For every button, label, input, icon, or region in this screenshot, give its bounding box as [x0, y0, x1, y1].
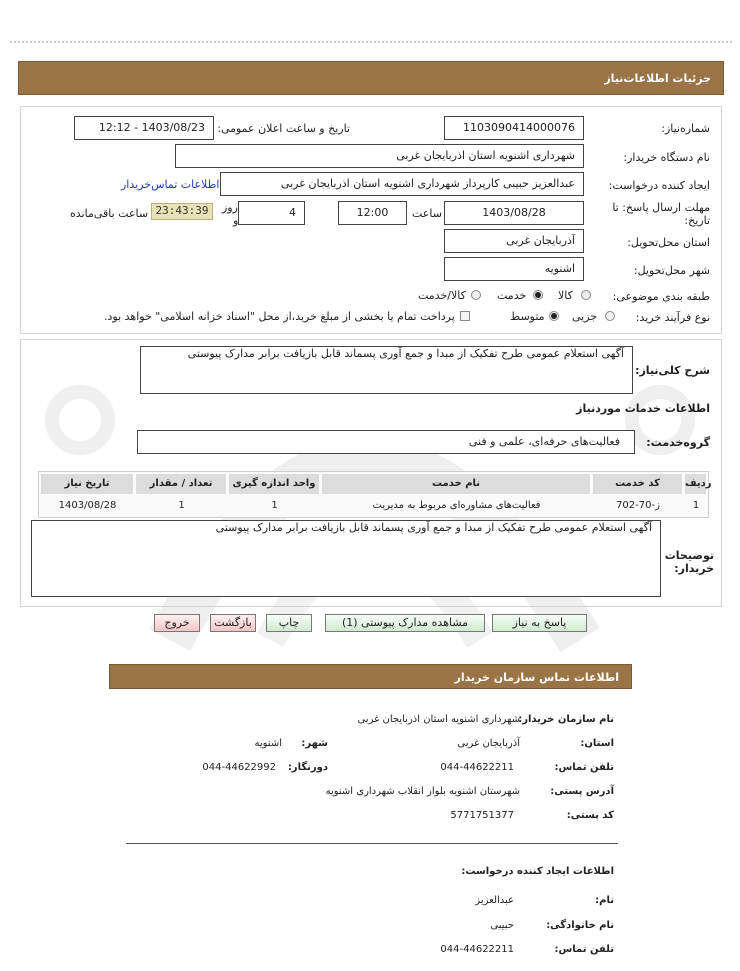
contact-section-title: اطلاعات تماس سازمان خریدار — [454, 671, 619, 684]
creator-phone-value: 044-44622211 — [440, 944, 514, 955]
buyer-org-field[interactable]: شهرداری اشنویه استان اذربایجان غربی — [175, 144, 584, 168]
col-header-unit: واحد اندازه گیری — [229, 474, 320, 494]
contact-fax-label: دورنگار: — [287, 762, 328, 773]
treasury-payment-checkbox[interactable] — [460, 311, 470, 321]
city-field[interactable]: اشنویه — [444, 257, 584, 281]
services-title: اطلاعات خدمات موردنیاز — [576, 402, 710, 415]
back-button[interactable]: بازگشت — [210, 614, 256, 632]
contact-city-value: اشنویه — [254, 738, 282, 749]
buyer-notes-label-1: توضیحات — [664, 549, 714, 562]
contact-phone-value: 044-44622211 — [440, 762, 514, 773]
top-divider — [10, 41, 732, 43]
contact-org-label: نام سازمان خریدار: — [518, 714, 614, 725]
category-service-radio[interactable] — [533, 290, 543, 300]
contact-address-value: شهرستان اشنویه بلوار انقلاب شهرداری اشنویه — [325, 786, 520, 797]
deadline-label-1: مهلت ارسال پاسخ: تا — [612, 201, 710, 214]
creator-last-name-label: نام خانوادگی: — [546, 920, 614, 931]
col-header-need-date: تاریخ نیاز — [41, 474, 134, 494]
deadline-time-field[interactable]: 12:00 — [338, 201, 407, 225]
process-minor-radio[interactable] — [605, 311, 615, 321]
service-group-field[interactable]: فعالیت‌های حرفه‌ای، علمی و فنی — [137, 430, 635, 454]
table-row-1-quantity: 1 — [178, 500, 185, 511]
table-row-1-number: 1 — [692, 500, 700, 511]
category-goods-radio[interactable] — [581, 290, 591, 300]
contact-postal-label: کد پستی: — [566, 810, 614, 821]
page-title: جزئیات اطلاعات‌نیاز — [604, 72, 711, 85]
city-label: شهر محل‌تحویل: — [633, 264, 710, 277]
contact-fax-value: 044-44622992 — [202, 762, 276, 773]
category-label: طبقه بندی موضوعی: — [612, 290, 710, 303]
attachments-button[interactable]: مشاهده مدارک پیوستی (1) — [325, 614, 485, 632]
process-medium-radio[interactable] — [549, 311, 559, 321]
province-label: استان محل‌تحویل: — [627, 236, 710, 249]
col-header-service-code: کد خدمت — [593, 474, 683, 494]
announce-field[interactable]: 1403/08/23 - 12:12 — [74, 116, 214, 140]
col-header-row-number: ردیف — [685, 474, 707, 494]
contact-address-label: آدرس پستی: — [550, 786, 614, 797]
page-header — [18, 61, 724, 95]
deadline-date-field[interactable]: 1403/08/28 — [444, 201, 584, 225]
days-and-label: و — [233, 214, 239, 227]
need-number-field[interactable]: 1103090414000076 — [444, 116, 584, 140]
category-service-label: خدمت — [497, 289, 527, 302]
creator-info-title: اطلاعات ایجاد کننده درخواست: — [461, 866, 614, 877]
creator-label: ایجاد کننده درخواست: — [608, 179, 710, 192]
contact-phone-label: تلفن تماس: — [554, 762, 614, 773]
contact-postal-value: 5771751377 — [450, 810, 514, 821]
category-both-label: کالا/خدمت — [418, 289, 466, 302]
days-label: روز — [222, 201, 238, 214]
buyer-notes-text[interactable]: آگهی استعلام عمومی طرح تفکیک از مبدا و جمع آوری پسماند قابل بازیافت برابر مدارک پیوستی — [31, 520, 661, 597]
creator-field[interactable]: عبدالعزیز حبیبی کارپرداز شهرداری اشنویه استان اذربایجان غربی — [220, 172, 584, 196]
category-both-radio[interactable] — [471, 290, 481, 300]
category-goods-label: کالا — [558, 289, 573, 302]
contact-province-label: استان: — [580, 738, 614, 749]
need-number-label: شماره‌نیاز: — [661, 122, 710, 135]
days-field[interactable]: 4 — [238, 201, 305, 225]
buyer-org-label: نام دستگاه خریدار: — [623, 151, 710, 164]
creator-first-name-label: نام: — [595, 895, 614, 906]
print-button[interactable]: چاپ — [266, 614, 312, 632]
process-label: نوع فرآیند خرید: — [635, 311, 710, 324]
contact-org-value: شهرداری اشنویه استان اذربایجان غربی — [357, 714, 520, 725]
col-header-service-name: نام خدمت — [322, 474, 591, 494]
table-row-1-date: 1403/08/28 — [58, 500, 117, 511]
remaining-label: ساعت باقی‌مانده — [70, 207, 149, 220]
creator-last-name-value: حبیبی — [490, 920, 514, 931]
summary-label: شرح کلی‌نیاز: — [635, 364, 710, 377]
contact-section-header — [109, 664, 632, 689]
creator-first-name-value: عبدالعزیز — [475, 895, 514, 906]
table-row-1-name: فعالیت‌های مشاوره‌ای مربوط به مدیریت — [372, 500, 541, 511]
creator-phone-label: تلفن تماس: — [554, 944, 614, 955]
contact-city-label: شهر: — [301, 738, 328, 749]
remaining-timer: 23:43:39 — [151, 203, 213, 220]
services-table — [38, 471, 712, 518]
process-minor-label: جزیی — [572, 310, 598, 323]
summary-text[interactable]: آگهی استعلام عمومی طرح تفکیک از مبدا و جمع آوری پسماند قابل بازیافت برابر مدارک پیوستی — [140, 346, 633, 394]
time-label: ساعت — [412, 207, 442, 220]
contact-province-value: آذربایجان غربی — [457, 738, 520, 749]
service-group-label: گروه‌خدمت: — [646, 436, 710, 449]
col-header-quantity: تعداد / مقدار — [136, 474, 227, 494]
exit-button[interactable]: خروج — [154, 614, 200, 632]
process-medium-label: متوسط — [510, 310, 545, 323]
treasury-payment-note: پرداخت تمام یا بخشی از مبلغ خرید،از محل "اسناد خزانه اسلامی" خواهد بود. — [104, 310, 455, 323]
buyer-contact-link[interactable]: اطلاعات تماس‌خریدار — [121, 178, 220, 191]
deadline-label-2: تاریخ: — [684, 214, 710, 227]
reply-button[interactable]: پاسخ به نیاز — [492, 614, 587, 632]
contact-divider — [126, 843, 618, 844]
table-row-1-unit: 1 — [271, 500, 278, 511]
table-row-1-code: ز-70-702 — [616, 500, 660, 511]
buyer-notes-label-2: خریدار: — [674, 562, 714, 575]
province-field[interactable]: آذربایجان غربی — [444, 229, 584, 253]
announce-label: تاریخ و ساعت اعلان عمومی: — [217, 122, 350, 135]
